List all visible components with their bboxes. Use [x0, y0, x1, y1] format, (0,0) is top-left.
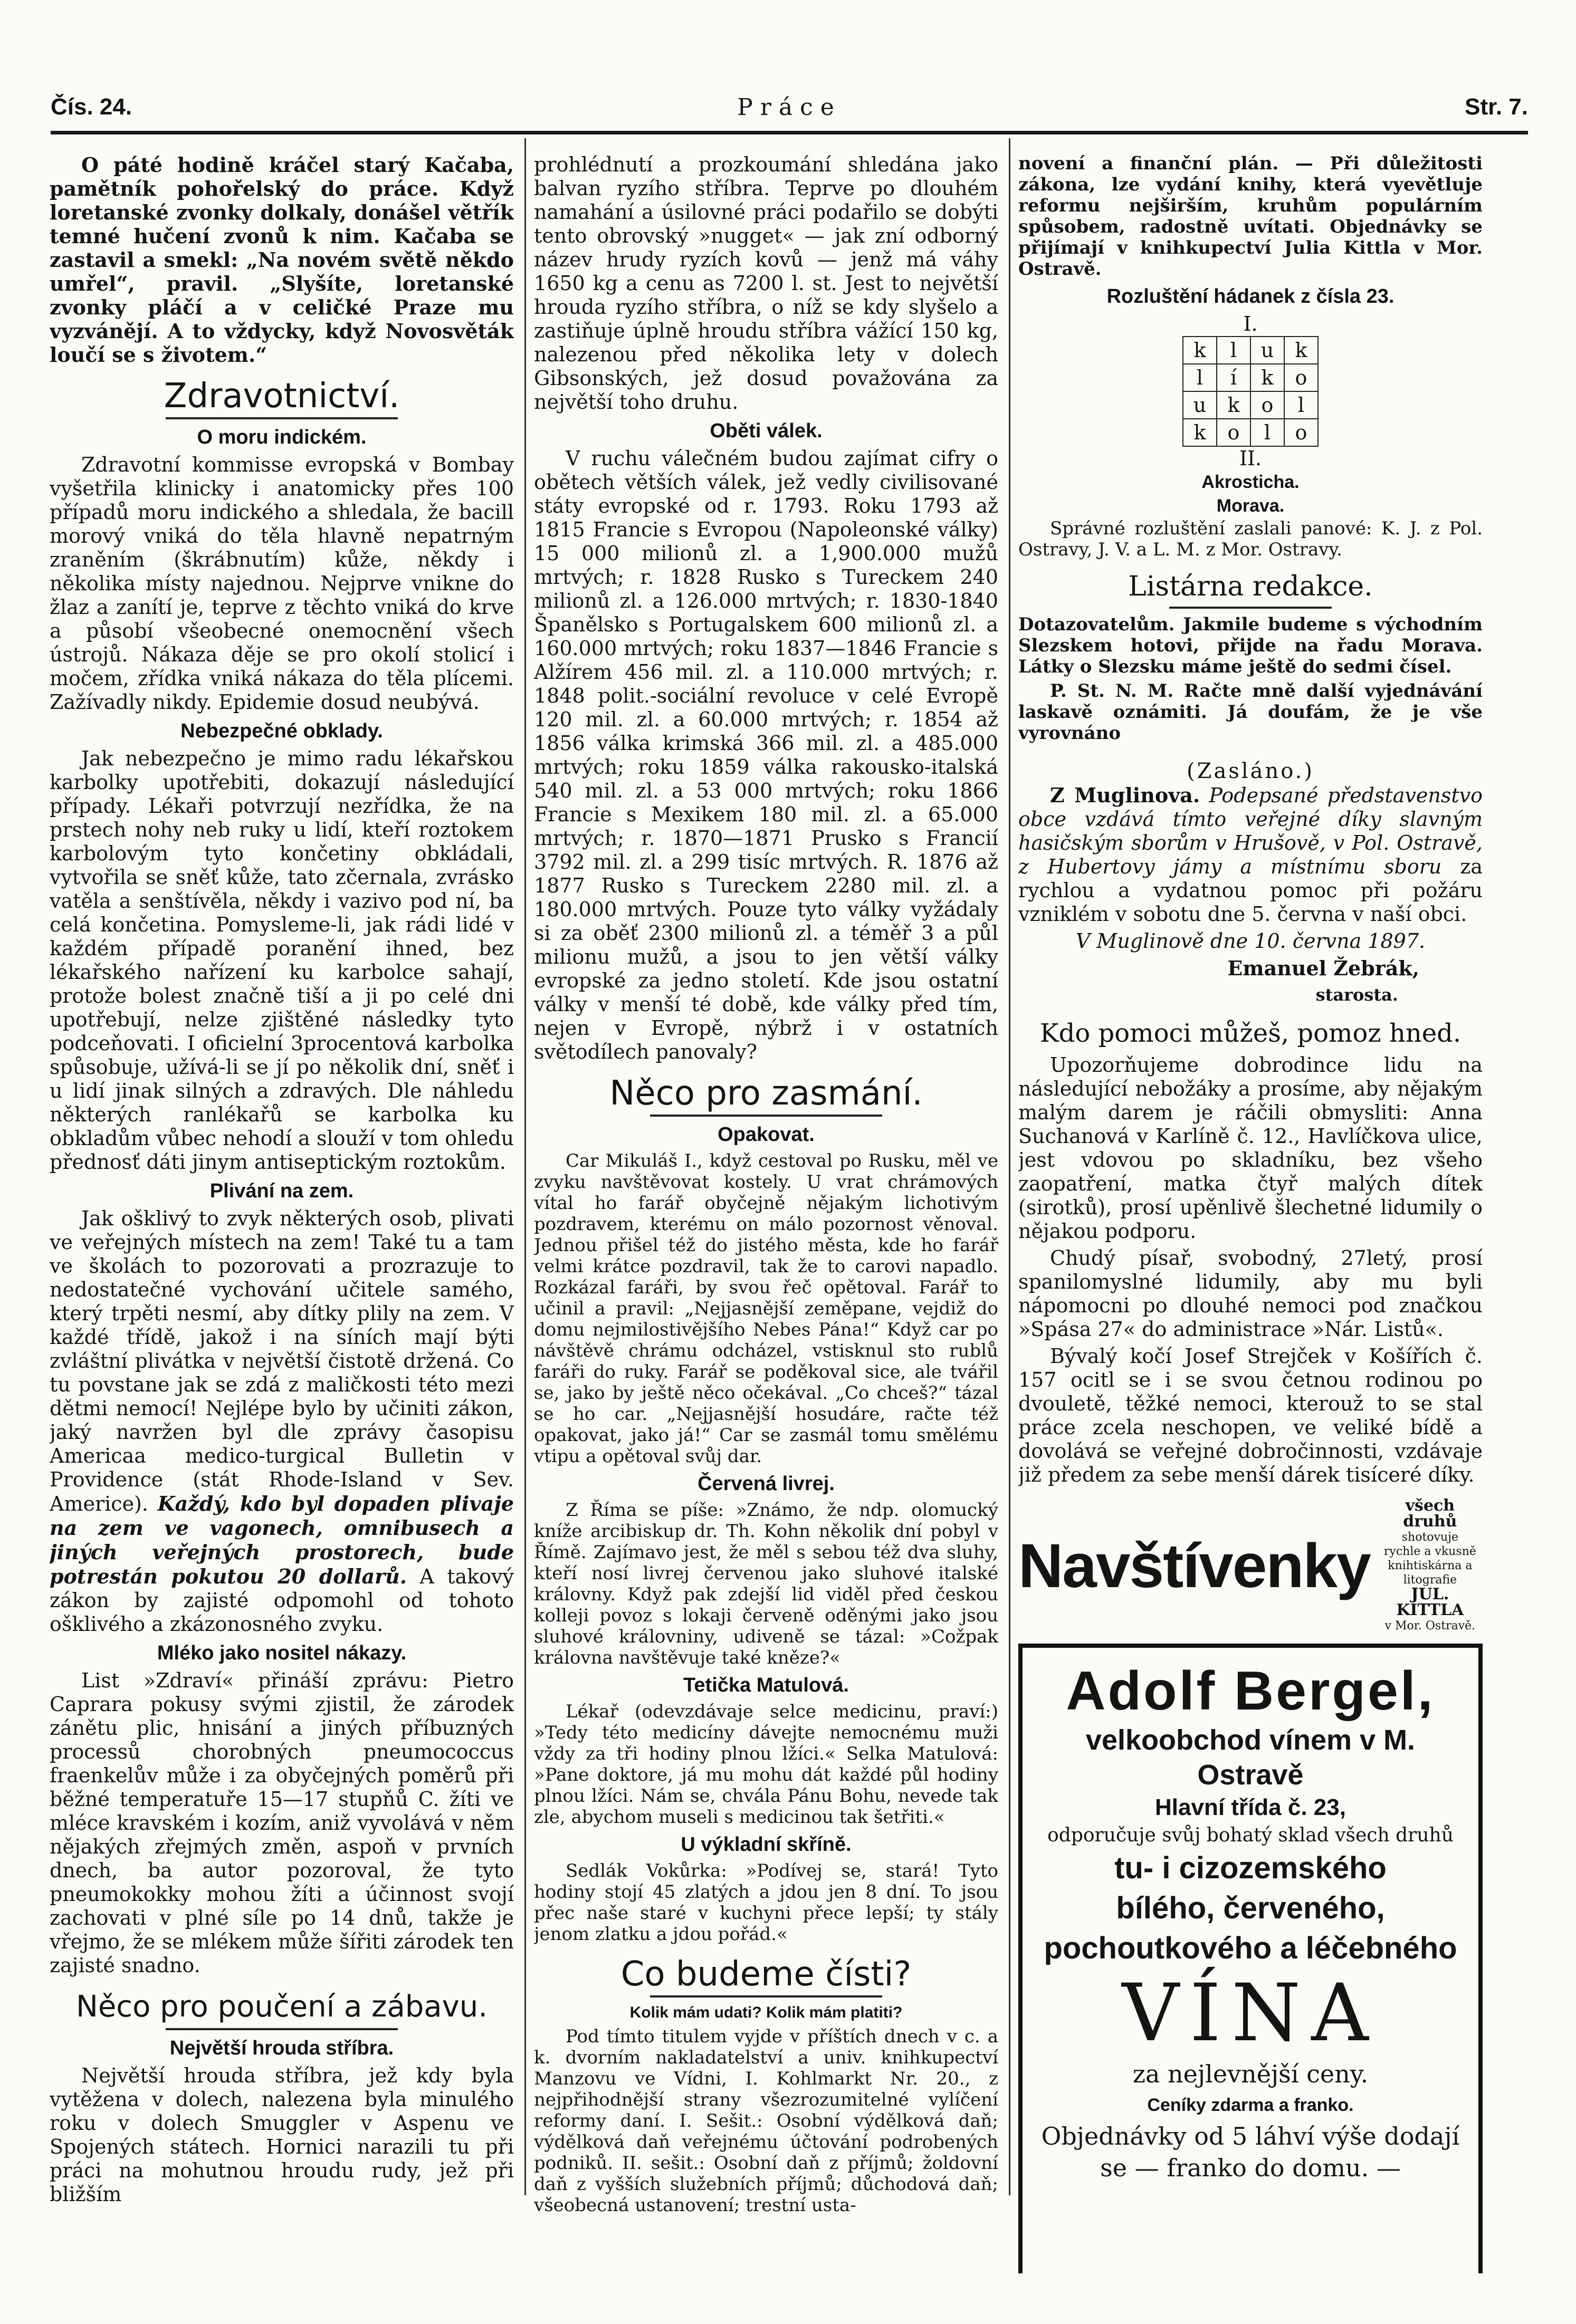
grid-cell: u: [1183, 391, 1217, 419]
article-paragraph: V ruchu válečném budou zajímat cifry o obětech větších válek, jež vedly civilisované státy evropské od r. 1793. Roku 1793 až 1815 Francie s Evropou (Napoleonské války) 15 000 milionů zl. a 1,900.000 mužů mrtvých; r. 1828 Rusko s Tureckem 240 milionů zl. a 126.000 mrtvých; r. 1830-1840 Španělsko s Portugalskem 600 milionů zl. a 160.000 mrtvých; roku 1837—1846 Francie s Alžírem 456 mil. zl. a 110.000 mrtvých; r. 1848 polit.-sociální revoluce v celé Evropě 120 mil. zl. a 60.000 mrtvých; r. 1854 až 1856 válka krimská 366 mil. zl. a 485.000 mrtvých; roku 1859 válka rakousko-italská 540 mil. zl. a 53 000 mrtvých; roku 1866 Francie s Mexikem 180 mil. zl. a 65.000 mrtvých; r. 1870—1871 Prusko s Francií 3792 mil. zl. a 299 tisíc mrtvých. R. 1876 až 1877 Rusko s Tureckem 2280 mil. zl. a 180.000 mrtvých. Pouze tyto války vyžádaly si za oběť 2300 milionů zl. a téměř 3 a půl milionu mužů, a jsou to jen větší války evropské za jedno století. Kde jsou ostatní války v menší té době, kde války před tím, nejen v Evropě, nýbrž i v ostatních světodílech panovaly?: [534, 447, 998, 1063]
article-paragraph: prohlédnutí a prozkoumání shledána jako balvan ryzího stříbra. Teprve po dlouhém namahání a úsilovné práci podařilo se dobýti tento obrovský »nugget« — jak zní odborný název hrudy ryzích kovů — jenž má váhy 1650 kg a cenu as 7200 l. st. Jest to největší hrouda ryzího stříbra, o níž se kdy slyšelo a zastiňuje úplně hroudu stříbra vážící 150 kg, nalezenou před několika lety v dolech Gibsonských, jež dosud považována za největší toho druhu.: [534, 153, 998, 414]
article-heading: Největší hrouda stříbra.: [169, 2037, 394, 2059]
grid-cell: o: [1250, 391, 1284, 419]
ad-line: JUL. KITTLA: [1396, 1585, 1464, 1619]
grid-cell: o: [1217, 419, 1250, 446]
ad-line: knihtiskárna a litografie: [1388, 1559, 1473, 1587]
section-rule: [166, 2028, 398, 2030]
article-heading: O moru indickém.: [197, 426, 367, 448]
grid-cell: u: [1250, 337, 1284, 364]
ad-address: Hlavní třída č. 23,: [1155, 1794, 1346, 1820]
section-rule: [650, 1115, 882, 1117]
ad-pricelist: Ceníky zdarma a franko.: [1147, 2095, 1354, 2115]
grid-row: [1183, 419, 1318, 446]
intro-paragraph: O páté hodině kráčel starý Kačaba, pamětník pohořelský do práce. Když loretanské zvonky dolkaly, donášel větřík temné hučení zvonů k nim. Kačaba se zastavil a smekl: „Na novém světě někdo umřel“, pravil. „Slyšíte, loretanské zvonky pláčí a v celičké Praze mu vyzvánějí. A to vždycky, když Novosvěták loučí se s životem.“: [50, 153, 514, 367]
article-paragraph: novení a finanční plán. — Při důležitosti zákona, lze vydání knihy, která vyevětluje reformu nejširším, kruhům populárním spůsobem, radostně uvítati. Objednávky se přijímají v knihkupectví Julia Kittla v Mor. Ostravě.: [1018, 153, 1483, 280]
riddle-number: I.: [1243, 312, 1258, 335]
ad-line: shotovuje: [1401, 1531, 1458, 1544]
editorial-note: P. St. N. M. Račte mně další vyjednávání laskavě oznámiti. Já doufám, že je vše vyrovnáno: [1018, 680, 1483, 744]
article-heading: Nebezpečné obklady.: [180, 720, 383, 742]
article-paragraph: Pod tímto titulem vyjde v příštích dnech v c. a k. dvorním nakladatelství a univ. knihkupectví Manzovu ve Vídni, I. Kohlmarkt Nr. 20., z nejpřihodnější strany všezrozumitelné vylíčení reformy daní. I. Sešit.: Osobní výdělková daň; výdělková daň veřejnému účtování podrobených podniků. II. sešit.: Osobní daň z příjmů; žoldovní daň z vyšších služebních příjmů; důchodová daň; všeobecná ustanovení; trestní usta-: [534, 2026, 998, 2216]
column-2: [534, 153, 998, 2273]
article-heading: Rozluštění hádanek z čísla 23.: [1106, 285, 1394, 308]
riddle-title: Akrosticha.: [1201, 472, 1300, 492]
ad-line: v Mor. Ostravě.: [1384, 1619, 1476, 1632]
section-title-editorial: Listárna redakce.: [1128, 571, 1373, 602]
grid-cell: l: [1250, 419, 1284, 446]
sent-in-paragraph: [1018, 783, 1483, 926]
grid-cell: k: [1250, 364, 1284, 391]
grid-cell: k: [1217, 391, 1250, 419]
article-paragraph: Z Říma se píše: »Známo, že ndp. olomucký kníže arcibiskup dr. Th. Kohn několik dní pobyl v Římě. Zajímavo jest, že měl s sebou též dva sluhy, kteří nosí livrej červenou jako sluhové italské královny. Když pak zdejší lid viděl před českou kolleji povoz s lokaji červeně oděnými jako jsou sluhové královniny, udiveně se tázal: »Cožpak královna navštěvuje také kněze?«: [534, 1500, 998, 1668]
charity-paragraph: Bývalý kočí Josef Strejček v Košířích č. 157 ocitl se i se svou četnou rodinou po dvouletě, těžké nemoci, kterouž to se stal práce zcela neschopen, ve veliké bídě a dovolává se veřejné dobročinnosti, vzdávaje již předem za sebe menší dárek tisíceré díky.: [1018, 1345, 1483, 1486]
grid-cell: k: [1183, 419, 1217, 446]
grid-row: [1183, 364, 1318, 391]
section-title-education: Něco pro poučení a zábavu.: [75, 1990, 488, 2024]
article-paragraph: Jak nebezpečno je mimo radu lékařskou karbolky upotřebiti, dokazují následující případy. Lékaři potvrzují nezřídka, že na prstech nohy neb ruky u lidí, kteří roztokem karbolovým tyto končetiny obkládali, vytvořila se sněť kůže, tato zčernala, zvrásko vatěla a senštívěla, někdy i vazivo pod ní, ba celá končetina. Pomysleme-li, jak rádi lidé v každém případě poranění ihned, bez lékařského nařízení ku karbolce sahají, protože bolest značně tiší a ji po celé dni upotřebují, nelze zjištěné následky tyto podceňovati. I oficielní 3procentová karbolka spůsobuje, užívá-li se jí po několik dní, sněť i u lidí jinak silných a zdravých. Dle náhledu některých ranlékařů se karbolka ku obkladům vůbec nehodí a slouží v tom ohledu přednosť dáti jinym antiseptickým roztokům.: [50, 747, 514, 1174]
section-title-health: Zdravotnictví.: [164, 377, 400, 416]
signer-name: Emanuel Žebrák,: [1227, 956, 1419, 980]
riddle-grid: [1182, 336, 1319, 447]
newspaper-title: Práce: [737, 94, 842, 121]
ad-company-name: Adolf Bergel,: [1066, 1660, 1435, 1722]
signer-title: starosta.: [1315, 985, 1398, 1005]
column-divider: [1009, 138, 1010, 2195]
charity-paragraph: Chudý písař, svobodný, 27letý, prosí spanilomyslné lidumily, aby mu byli nápomocni po dlouhé nemoci pod značkou »Spása 27« do administrace »Nár. Listů«.: [1018, 1246, 1483, 1341]
wine-advertisement: [1018, 1644, 1483, 2273]
grid-cell: l: [1284, 391, 1318, 419]
article-heading: Tetička Matulová.: [683, 1674, 849, 1696]
column-1: [50, 153, 514, 2273]
text-run: za rychlou a vydatnou pomoc při požáru vzniklém v sobotu dne 5. června v naší obci.: [1018, 855, 1483, 926]
section-rule: [650, 1995, 882, 1998]
grid-cell: o: [1284, 419, 1318, 446]
header-rule: [51, 131, 1528, 135]
column-3: [1018, 153, 1483, 2273]
grid-cell: l: [1217, 337, 1250, 364]
riddle-answer: Morava.: [1216, 496, 1285, 516]
section-title-humor: Něco pro zasmání.: [609, 1074, 923, 1113]
italic-text-run: Podepsané představenstvo obce vzdává tímto veřejné díky slavným hasičským sborům v Hrušově, v Pol. Ostravě, z Hubertovy jámy a místnímu sboru: [1018, 784, 1483, 878]
article-heading: Oběti válek.: [710, 420, 823, 442]
grid-row: [1183, 337, 1318, 364]
issue-number: Čís. 24.: [51, 94, 132, 120]
solvers-paragraph: Správné rozluštění zaslali panové: K. J. z Pol. Ostravy, J. V. a L. M. z Mor. Ostravy.: [1018, 518, 1483, 560]
dateline: V Muglinově dne 10. června 1897.: [1075, 929, 1426, 953]
article-heading: Mléko jako nositel nákazy.: [157, 1642, 407, 1664]
article-paragraph: List »Zdraví« přináší zprávu: Pietro Caprara pokusy svými zjistil, že zárodek zánětu plic, hnisání a jiných příbuzných processů chorobných pneumococcus fraenkelův může i za obyčejných poměrů při běžné temperatuře 15—17 stupňů C. žíti ve mléce kravském i kozím, aniž vyvolává v něm nějakých zřejmých změn, aspoň v prvních dnech, ba autor pozoroval, že tyto pneumokokky mohou žíti a účinnost svojí zachovati v plné síle po 14 dnů, takže je vřejmo, že se mlékem může šířiti zárodek ten zajisté snadno.: [50, 1669, 514, 1977]
ad-line: tu- i cizozemského: [1114, 1851, 1387, 1885]
section-rule: [166, 417, 398, 419]
grid-cell: l: [1183, 364, 1217, 391]
article-heading: Kolik mám udati? Kolik mám platiti?: [629, 2004, 903, 2021]
ad-wine-word: VÍNA: [1122, 1967, 1379, 2059]
article-heading: U výkladní skříně.: [681, 1833, 852, 1856]
article-paragraph: Zdravotní kommisse evropská v Bombay vyšetřila klinicky i anatomicky přes 100 případů moru indického a shledala, že bacill morový vniká do těla hlavně nepatrným zraněním (škrábnutím) kůže, někdy i několika místy najednou. Nejprve vnikne do žlaz a zanítí je, teprve z těchto vniká do krve a působí všeobecné onemocnění všech ústrojů. Nákaza děje se pro okolí stolicí i močem, zřídka vniká nákaza do těla plícemi. Zažívadly nikdy. Epidemie dosud neubývá.: [50, 453, 514, 714]
ad-firm-line: velkoobchod vínem v M. Ostravě: [1085, 1724, 1416, 1791]
editorial-note: Dotazovatelům. Jakmile budeme s východním Slezskem hotovi, přijde na řadu Morava. Látky o Slezsku máme ještě do sedmi čísel.: [1018, 614, 1483, 677]
section-rule: [1169, 607, 1332, 609]
article-paragraph: Největší hrouda stříbra, jež kdy byla vytěžena v dolech, nalezena byla minulého roku v dolech Smuggler v Aspenu ve Spojených státech. Hornici narazili tu při práci na mohutnou hroudu rudy, jež při bližším: [50, 2064, 514, 2206]
ad-offer: odporučuje svůj bohatý sklad všech druhů: [1047, 1824, 1454, 1846]
sent-in-label: (Zasláno.): [1187, 759, 1314, 783]
grid-cell: í: [1217, 364, 1250, 391]
ad-orders: Objednávky od 5 láhví výše dodají se — franko do domu. —: [1041, 2122, 1460, 2182]
grid-cell: k: [1284, 337, 1318, 364]
italic-text-run: Každý, kdo byl dopaden plivaje na zem ve vagonech, omnibusech a jiných veřejných prostorech, bude potrestán pokutou 20 dollarů.: [50, 1492, 514, 1588]
riddle-number: II.: [1239, 447, 1262, 470]
article-paragraph: [50, 1207, 514, 1636]
charity-paragraph: Upozorňujeme dobrodince lidu na následující nebožáky a prosíme, aby nějakým malým darem je ráčili obmysliti: Anna Suchanová v Karlíně č. 12., Havlíčkova ulice, jest vdovou po skladníku, bez všeho zaopatření, matka čtyř malých dítek (sirotků), prosí upěnlivě šlechetné lidumily o nějakou podporu.: [1018, 1053, 1483, 1243]
grid-row: [1183, 391, 1318, 419]
article-paragraph: Lékař (odevzdávaje selce medicinu, praví:) »Tedy této medicíny dávejte nemocnému muži vždy za tři hodiny plnou lžíci.« Selka Matulová: »Pane doktore, já mu mohu dát každé půl hodiny plnou lžíci. Nám se, chvála Pánu Bohu, nevede tak zle, abychom museli s medicinou tak šetřiti.«: [534, 1701, 998, 1828]
article-heading: Plivání na zem.: [209, 1180, 354, 1202]
article-paragraph: Sedlák Vokůrka: »Podívej se, stará! Tyto hodiny stojí 45 zlatých a jdou jen 8 dní. To jsou přec naše staré v kuchyni přece lepší; ty stály jenom zlatku a jdou pořád.«: [534, 1860, 998, 1945]
ad-details: [1378, 1496, 1483, 1633]
ad-price: za nejlevnější ceny.: [1132, 2060, 1369, 2088]
text-run: A takový zákon by zajisté odpomohl od tohoto ošklivého a zkázonosného zvyku.: [50, 1565, 514, 1636]
article-heading: Opakovat.: [718, 1123, 815, 1146]
grid-cell: o: [1284, 364, 1318, 391]
ad-line: bílého, červeného, pochoutkového a léčebného: [1044, 1891, 1457, 1965]
text-run: Z Muglinova.: [1050, 783, 1200, 807]
section-title-charity: Kdo pomoci můžeš, pomoz hned.: [1039, 1019, 1462, 1048]
article-heading: Červená livrej.: [698, 1473, 835, 1495]
ad-line: všech druhů: [1403, 1496, 1457, 1531]
page-header: [51, 94, 1528, 131]
text-run: Jak ošklivý to zvyk některých osob, plivati ve veřejných místech na zem! Také tu a tam ve školách to pozorovati a prozrazuje to nedostatečné vychování učitele samého, který trpěti nesmí, aby dítky plily na zem. V každé třídě, jakož i na síních mají býti zvláštní plivátka v největší čistotě držená. Co tu povstane jak se zdá z maličkosti této mezi dětmi nemocí! Nejlépe bylo by učiniti zákon, jaký navržen byl dle zprávy časopisu Americaa medico-turgical Bulletin v Providence (stát Rhode-Island v Sev. Americe).: [50, 1207, 514, 1515]
ad-line: rychle a vkusně: [1383, 1545, 1476, 1558]
article-paragraph: Car Mikuláš I., když cestoval po Rusku, měl ve zvyku navštěvovat kostely. U vrat chrámových vítal ho farář obyčejně nějakým lichotivým pozdravem, kterému on málo pozornost věnoval. Jednou přišel též do jistého města, kde ho farář velmi krátce pozdravil, tak že to carovi napadlo. Rozkázal faráři, by svou řeč opětoval. Farář to učinil a pravil: „Nejjasnější zeměpane, vejdiž do domu nejmilostivějšího Nebes Pána!“ Když car po návštěvě chrámu odcházel, vstisknul sto rublů faráři do ruky. Farář se poděkoval sice, ale tvářil se, jako by ještě něco očekával. „Co chceš?“ tázal se ho car. „Nejjasnější hosudáre, račte též opakovat, jako já!“ Car se zasmál tomu smělému vtipu a opětoval svůj dar.: [534, 1150, 998, 1467]
business-cards-ad: [1018, 1496, 1483, 1633]
grid-cell: k: [1183, 337, 1217, 364]
column-divider: [524, 138, 526, 2195]
ad-title: Navštívenky: [1018, 1531, 1370, 1601]
section-title-reading: Co budeme čísti?: [620, 1955, 912, 1994]
page-number: Str. 7.: [1465, 94, 1528, 120]
